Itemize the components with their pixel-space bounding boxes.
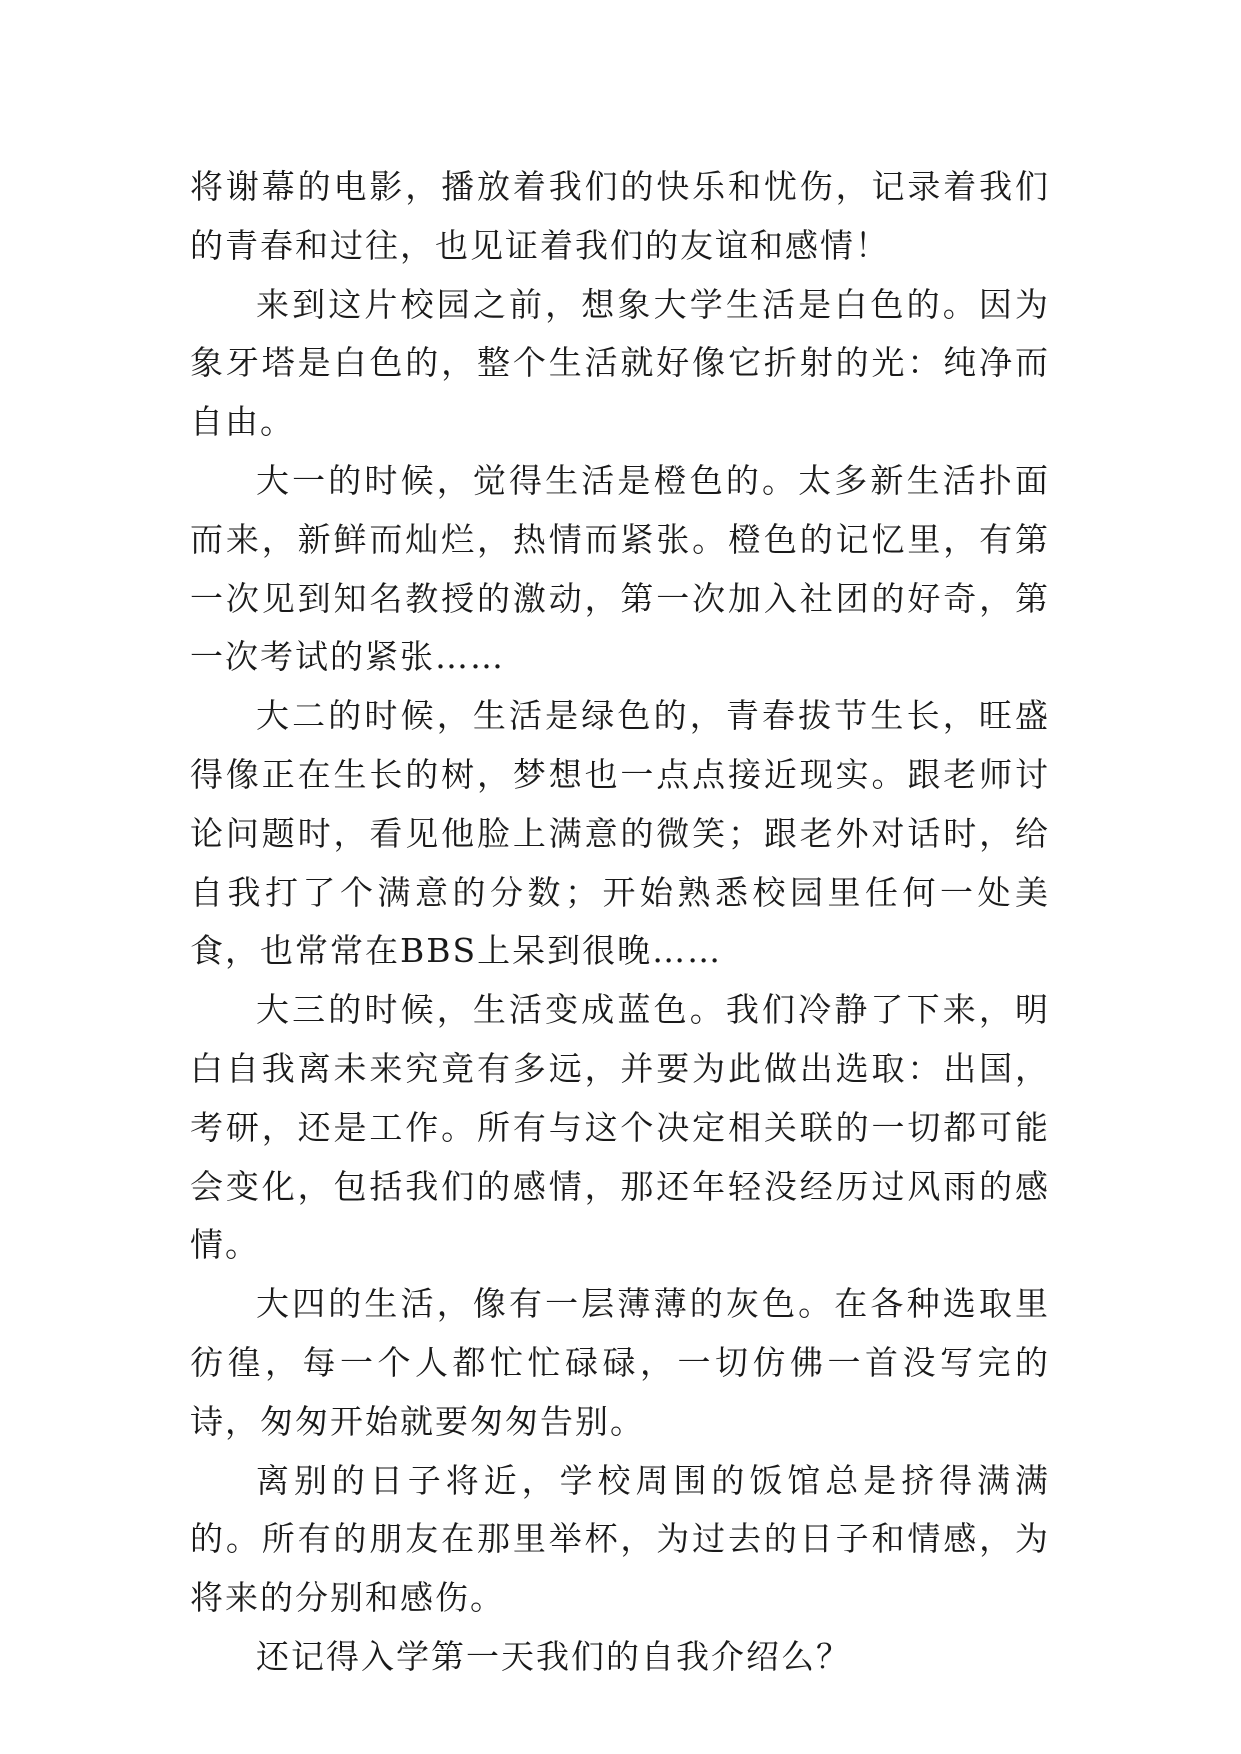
paragraph-orange: 大一的时候，觉得生活是橙色的。太多新生活扑面而来，新鲜而灿烂，热情而紧张。橙色的记忆里，有第一次见到知名教授的激动，第一次加入社团的好奇，第一次考试的紧张…… [190, 460, 1050, 677]
paragraph-farewell: 离别的日子将近，学校周围的饭馆总是挤得满满的。所有的朋友在那里举杯，为过去的日子和情感，为将来的分别和感伤。 [190, 1460, 1050, 1618]
paragraph-green: 大二的时候，生活是绿色的，青春拔节生长，旺盛得像正在生长的树，梦想也一点点接近现实。跟老师讨论问题时，看见他脸上满意的微笑；跟老外对话时，给自我打了个满意的分数；开始熟悉校园里任何一处美食，也常常在BBS上呆到很晚…… [190, 696, 1050, 971]
paragraph-question: 还记得入学第一天我们的自我介绍么？ [256, 1636, 851, 1676]
body-text [190, 158, 1050, 1687]
paragraph-continuation: 将谢幕的电影，播放着我们的快乐和忧伤，记录着我们的青春和过往，也见证着我们的友谊和感情！ [190, 167, 1050, 265]
paragraph-gray: 大四的生活，像有一层薄薄的灰色。在各种选取里彷徨，每一个人都忙忙碌碌，一切仿佛一首没写完的诗，匆匆开始就要匆匆告别。 [190, 1284, 1050, 1441]
paragraph-white: 来到这片校园之前，想象大学生活是白色的。因为象牙塔是白色的，整个生活就好像它折射的光：纯净而自由。 [190, 284, 1050, 442]
paragraph-blue: 大三的时候，生活变成蓝色。我们冷静了下来，明白自我离未来究竟有多远，并要为此做出选取：出国，考研，还是工作。所有与这个决定相关联的一切都可能会变化，包括我们的感情，那还年轻没经历过风雨的感情。 [190, 990, 1050, 1265]
